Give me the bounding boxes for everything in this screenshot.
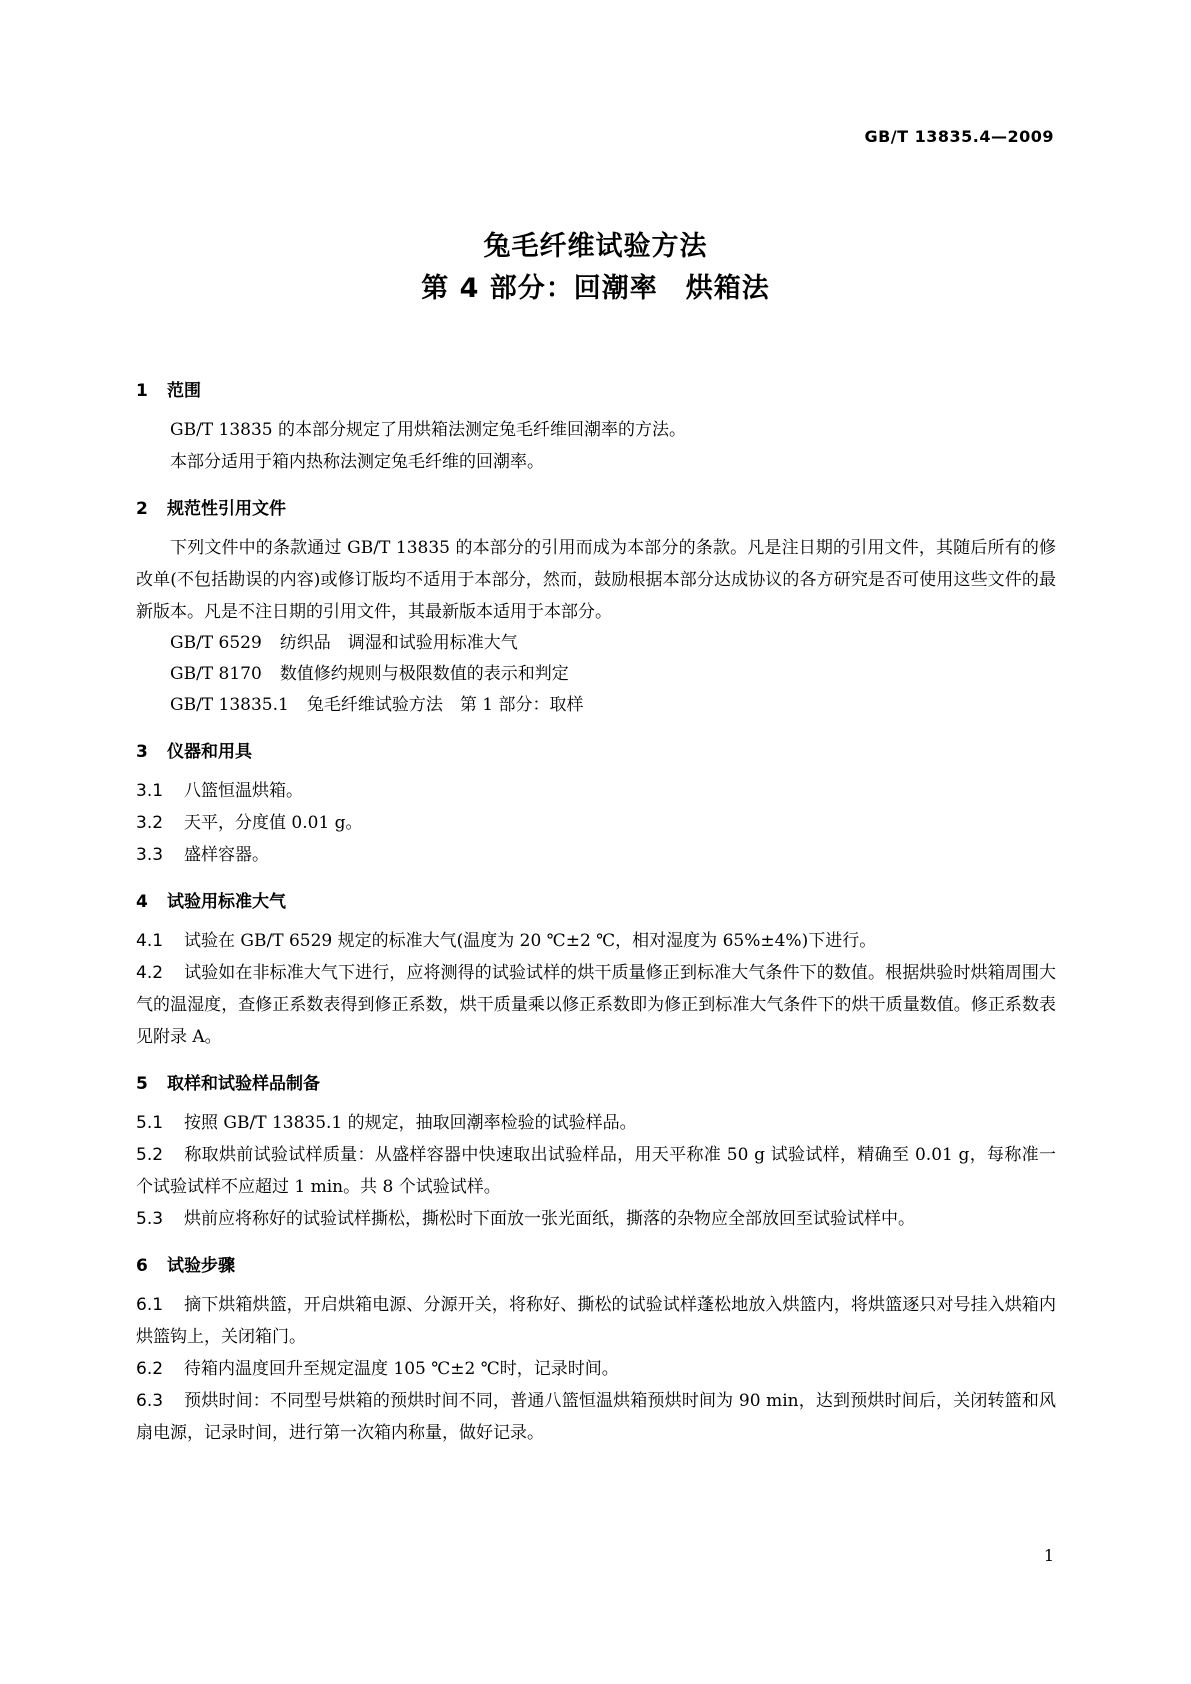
reference-item [136, 628, 1056, 659]
clause-text: 按照 GB/T 13835.1 的规定，抽取回潮率检验的试验样品。 [184, 1113, 637, 1133]
clause [136, 1353, 1056, 1385]
clause-number: 4.2 [136, 963, 164, 983]
clause-number: 5.1 [136, 1113, 164, 1133]
clause-text: 盛样容器。 [184, 845, 269, 865]
clause-text: 试验如在非标准大气下进行，应将测得的试验试样的烘干质量修正到标准大气条件下的数值。根据烘验时烘箱周围大气的温湿度，查修正系数表得到修正系数，烘干质量乘以修正系数即为修正到标准大气条件下的烘干质量数值。修正系数表见附录 A。 [136, 963, 1056, 1047]
clause [136, 775, 1056, 807]
section-heading [136, 1251, 1056, 1276]
clause-number: 6.2 [136, 1359, 164, 1379]
section-5 [136, 1069, 1056, 1235]
clause-text: 试验在 GB/T 6529 规定的标准大气(温度为 20 ℃±2 ℃，相对湿度为 65%±4%)下进行。 [184, 931, 877, 951]
clause-number: 6.3 [136, 1391, 164, 1411]
section-number: 1 [136, 381, 148, 401]
section-number: 4 [136, 892, 148, 912]
reference-code: GB/T 13835.1 [170, 695, 289, 715]
clause [136, 1107, 1056, 1139]
reference-name: 纺织品 调湿和试验用标准大气 [279, 633, 518, 653]
reference-code: GB/T 8170 [170, 664, 262, 684]
reference-code: GB/T 6529 [170, 633, 262, 653]
section-number: 6 [136, 1256, 148, 1276]
section-1 [136, 376, 1056, 478]
page-number: 1 [1043, 1546, 1054, 1565]
section-title: 取样和试验样品制备 [167, 1074, 320, 1094]
standard-code: GB/T 13835.4—2009 [864, 127, 1054, 146]
reference-name: 兔毛纤维试验方法 第 1 部分：取样 [306, 695, 584, 715]
section-number: 3 [136, 742, 148, 762]
clause-text: 预烘时间：不同型号烘箱的预烘时间不同，普通八篮恒温烘箱预烘时间为 90 min，达到预烘时间后，关闭转篮和风扇电源，记录时间，进行第一次箱内称量，做好记录。 [136, 1391, 1056, 1443]
section-6 [136, 1251, 1056, 1449]
section-heading [136, 494, 1056, 519]
section-number: 2 [136, 499, 148, 519]
reference-item [136, 690, 1056, 721]
clause-number: 4.1 [136, 931, 164, 951]
title-line-2: 第 4 部分：回潮率 烘箱法 [421, 273, 770, 304]
reference-item [136, 659, 1056, 690]
document-body [136, 376, 1056, 1465]
clause [136, 1385, 1056, 1449]
clause-number: 3.3 [136, 845, 164, 865]
section-title: 试验步骤 [167, 1256, 235, 1276]
reference-name: 数值修约规则与极限数值的表示和判定 [279, 664, 569, 684]
clause-number: 3.2 [136, 813, 164, 833]
clause-text: 摘下烘箱烘篮，开启烘箱电源、分源开关，将称好、撕松的试验试样蓬松地放入烘篮内，将烘篮逐只对号挂入烘箱内烘篮钩上，关闭箱门。 [136, 1295, 1056, 1347]
section-title: 试验用标准大气 [167, 892, 286, 912]
clause-text: 烘前应将称好的试验试样撕松，撕松时下面放一张光面纸，撕落的杂物应全部放回至试验试样中。 [184, 1209, 915, 1229]
clause-number: 5.3 [136, 1209, 164, 1229]
clause-number: 5.2 [136, 1145, 164, 1165]
section-title: 范围 [167, 381, 201, 401]
section-3 [136, 737, 1056, 871]
section-4 [136, 887, 1056, 1053]
clause [136, 957, 1056, 1053]
clause-text: 八篮恒温烘箱。 [184, 781, 303, 801]
clause-text: 称取烘前试验试样质量：从盛样容器中快速取出试验样品，用天平称准 50 g 试验试样，精确至 0.01 g，每称准一个试验试样不应超过 1 min。共 8 个试验试样。 [136, 1145, 1056, 1197]
clause [136, 1289, 1056, 1353]
section-heading [136, 887, 1056, 912]
paragraph: 下列文件中的条款通过 GB/T 13835 的本部分的引用而成为本部分的条款。凡是注日期的引用文件，其随后所有的修改单(不包括勘误的内容)或修订版均不适用于本部分，然而，鼓励根据本部分达成协议的各方研究是否可使用这些文件的最新版本。凡是不注日期的引用文件，其最新版本适用于本部分。 [136, 538, 1056, 622]
section-title: 规范性引用文件 [167, 499, 286, 519]
paragraph: GB/T 13835 的本部分规定了用烘箱法测定兔毛纤维回潮率的方法。 [170, 420, 687, 440]
title-line-1: 兔毛纤维试验方法 [483, 231, 708, 262]
section-number: 5 [136, 1074, 148, 1094]
clause [136, 1203, 1056, 1235]
section-title: 仪器和用具 [167, 742, 252, 762]
clause [136, 839, 1056, 871]
clause-text: 待箱内温度回升至规定温度 105 ℃±2 ℃时，记录时间。 [184, 1359, 619, 1379]
section-heading [136, 737, 1056, 762]
clause [136, 1139, 1056, 1203]
clause-text: 天平，分度值 0.01 g。 [184, 813, 363, 833]
document-title [0, 226, 1191, 310]
section-2 [136, 494, 1056, 721]
section-heading [136, 1069, 1056, 1094]
section-heading [136, 376, 1056, 401]
clause-number: 6.1 [136, 1295, 164, 1315]
paragraph: 本部分适用于箱内热称法测定兔毛纤维的回潮率。 [170, 452, 544, 472]
clause [136, 807, 1056, 839]
clause [136, 925, 1056, 957]
clause-number: 3.1 [136, 781, 164, 801]
